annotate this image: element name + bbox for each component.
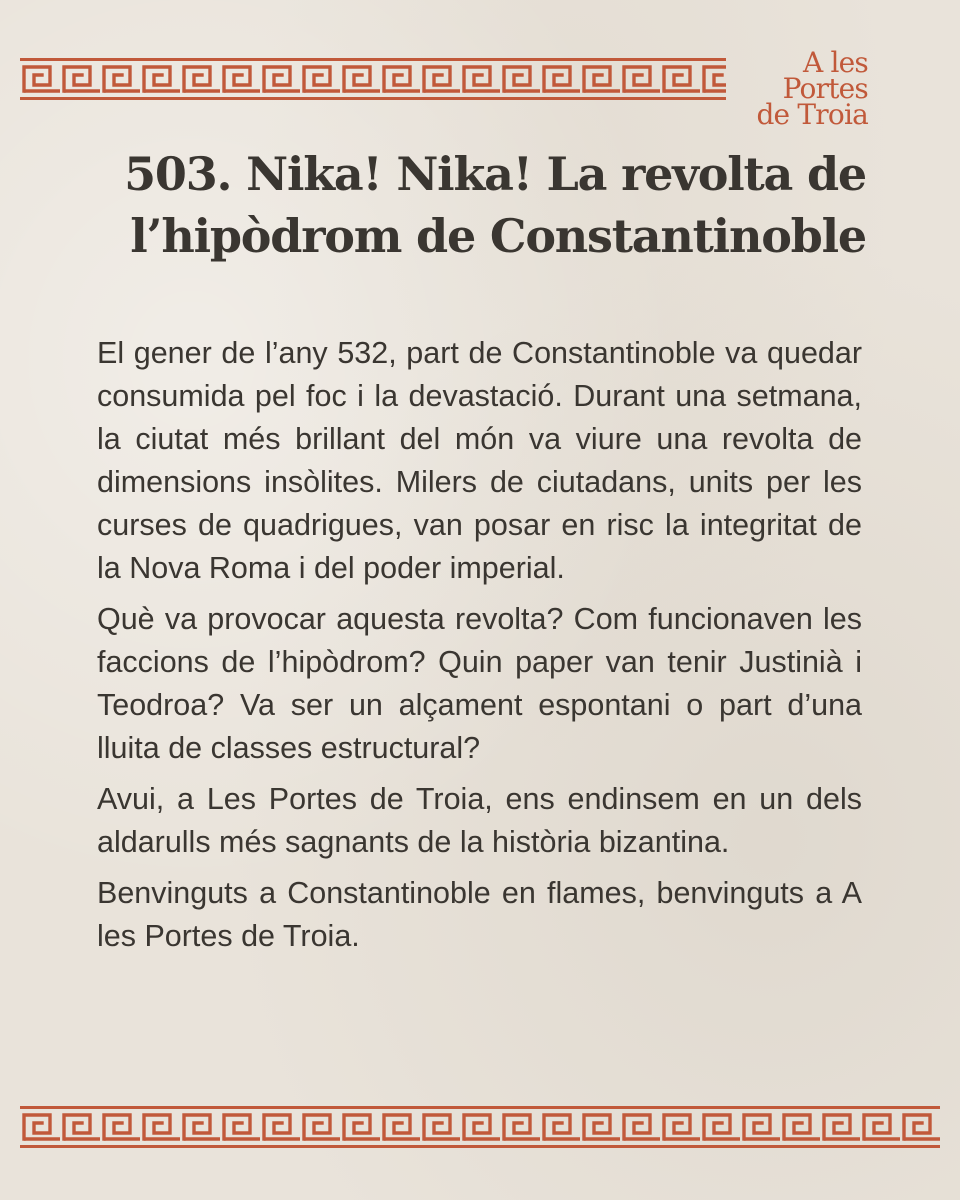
logo-line-1: A les Portes [782, 46, 868, 105]
title-line-2: l’hipòdrom de Constantinoble [130, 209, 866, 263]
greek-key-border-top [20, 58, 726, 100]
title-line-1: 503. Nika! Nika! La revolta de [124, 147, 866, 201]
paragraph-questions: Què va provocar aquesta revolta? Com funcionaven les faccions de l’hipòdrom? Quin paper van tenir Justinià i Teodroa? Va ser un alçament espontani o part d’una lluita de classes estructural? [97, 602, 862, 765]
paragraph-intro: El gener de l’any 532, part de Constantinoble va quedar consumida pel foc i la devastació. Durant una setmana, la ciutat més brillant del món va viure una revolta de dimensions insòlites. Milers de ciutadans, units per les curses de quadrigues, van posar en risc la integritat de la Nova Roma i del poder imperial. [97, 336, 862, 585]
page-title [80, 143, 866, 267]
body-text [97, 332, 862, 966]
greek-key-border-bottom [20, 1106, 940, 1148]
logo-line-2: de Troia [756, 98, 868, 131]
paragraph-today: Avui, a Les Portes de Troia, ens endinsem en un dels aldarulls més sagnants de la història bizantina. [97, 782, 862, 859]
brand-logo [728, 46, 868, 131]
paragraph-welcome: Benvinguts a Constantinoble en flames, benvinguts a A les Portes de Troia. [97, 876, 862, 953]
